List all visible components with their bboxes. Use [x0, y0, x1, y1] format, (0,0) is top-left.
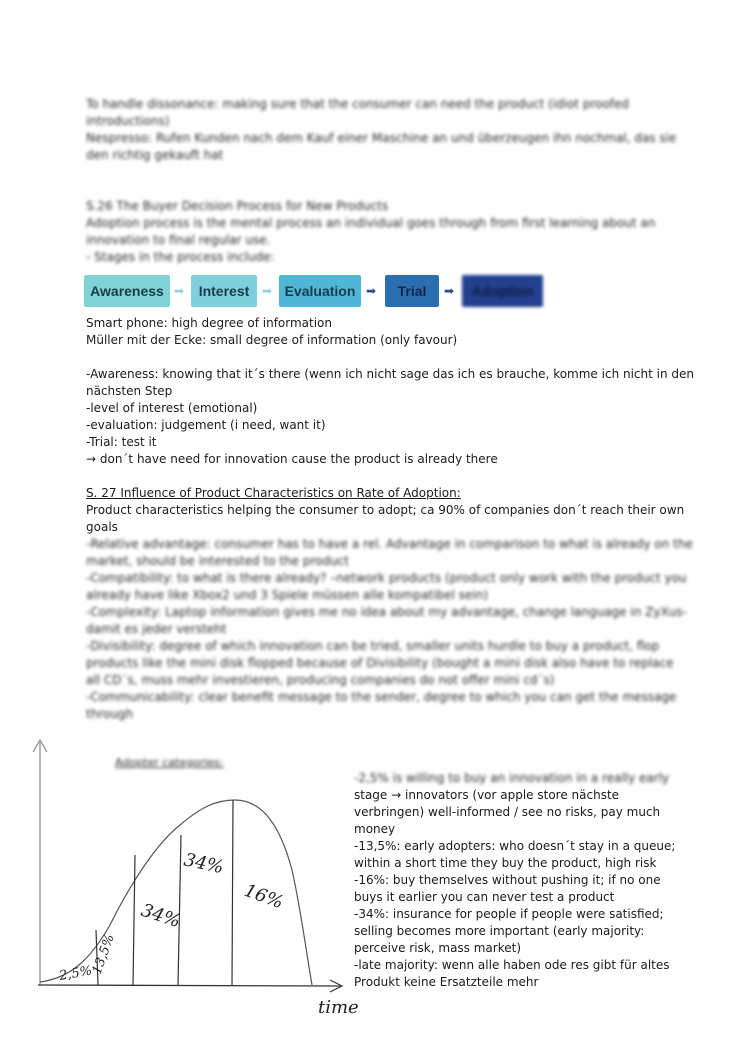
note-line: nächsten Step: [86, 384, 173, 398]
adopter-line: verbringen) well-informed / see no risks, pay much: [354, 805, 661, 819]
divider-line: [133, 855, 135, 985]
section27-bullet: -Complexity: Laptop information gives me no idea about my advantage, change language in ZyXus-: [86, 605, 687, 619]
section27-bullet: -Divisibility: degree of which innovation can be tried, smaller units hurdle to buy a product, flop: [86, 639, 660, 653]
section26-line-3: - Stages in the process include:: [86, 250, 275, 264]
section26-heading: S.26 The Buyer Decision Process for New Products: [86, 199, 389, 213]
section26-line-1: Adoption process is the mental process an individual goes through from first learning about an: [86, 216, 656, 230]
section27-bullet: -Relative advantage: consumer has to have a rel. Advantage in comparison to what is already on the: [86, 537, 693, 551]
stage-interest-label: Interest: [198, 283, 250, 299]
adopter-line: perceive risk, mass market): [354, 941, 522, 955]
intro-line-1: To handle dissonance: making sure that the consumer can need the product (idiot proofed: [86, 97, 630, 111]
stage-awareness-label: Awareness: [90, 283, 164, 299]
adopter-line: stage → innovators (vor apple store nächste: [354, 788, 620, 802]
section27-heading: S. 27 Influence of Product Characteristics on Rate of Adoption:: [86, 486, 461, 500]
label-laggards: 16%: [241, 879, 287, 914]
arrow-icon: ➡: [174, 284, 185, 298]
arrow-icon: ➡: [444, 284, 455, 298]
time-axis-label: time: [318, 997, 359, 1018]
note-line: → don´t have need for innovation cause the product is already there: [86, 452, 498, 466]
section27-bullet: through: [86, 707, 134, 721]
stage-evaluation-label: Evaluation: [284, 283, 356, 299]
note-line: Smart phone: high degree of information: [86, 316, 333, 330]
adopter-line: -late majority: wenn alle haben ode res gibt für altes: [354, 958, 670, 972]
divider-line: [232, 800, 233, 985]
adopter-line: -13,5%: early adopters: who doesn´t stay in a queue;: [354, 839, 676, 853]
adopter-line: Produkt keine Ersatzteile mehr: [354, 975, 539, 989]
note-line: -Awareness: knowing that it´s there (wenn ich nicht sage das ich es brauche, komme ich nicht in den: [86, 367, 695, 381]
adopter-line: -34%: insurance for people if people were satisfied;: [354, 907, 664, 921]
note-line: -level of interest (emotional): [86, 401, 258, 415]
x-axis-line: [38, 985, 340, 986]
section27-bullet: damit es jeder versteht: [86, 622, 227, 636]
adopter-line: within a short time they buy the product, high risk: [354, 856, 657, 870]
section27-line: goals: [86, 520, 118, 534]
arrow-icon: ➡: [366, 284, 377, 298]
label-innovators: 2,5%: [58, 963, 94, 984]
adopter-heading: Adopter categories:: [115, 756, 224, 769]
intro-line-4: den richtig gekauft hat: [86, 148, 224, 162]
adopter-line: -2,5% is willing to buy an innovation in a really early: [354, 771, 670, 785]
note-line: Müller mit der Ecke: small degree of information (only favour): [86, 333, 458, 347]
note-line: -evaluation: judgement (i need, want it): [86, 418, 326, 432]
label-late-majority: 34%: [181, 849, 226, 879]
label-early-adopters: 13,5%: [89, 932, 118, 977]
adopter-line: -16%: buy themselves without pushing it; if no one: [354, 873, 661, 887]
section27-bullet: -Communicability: clear benefit message to the sender, degree to which you can get the message: [86, 690, 677, 704]
label-early-majority: 34%: [138, 899, 184, 933]
section27-bullet: -Compatibility: to what is there already? –network products (product only work with the product you: [86, 571, 687, 585]
intro-line-3: Nespresso: Rufen Kunden nach dem Kauf einer Maschine an und überzeugen ihn nochmal, das sie: [86, 131, 677, 145]
section27-bullet: market, should be interested to the product: [86, 554, 349, 568]
section27-bullet: already have like Xbox2 und 3 Spiele müssen alle kompatibel sein): [86, 588, 488, 602]
note-line: -Trial: test it: [86, 435, 157, 449]
adopter-line: buys it earlier you can never test a product: [354, 890, 615, 904]
arrow-icon: ➡: [262, 284, 273, 298]
stage-adoption-label: Adoption: [471, 283, 534, 299]
stage-trial-label: Trial: [397, 283, 427, 299]
section27-bullet: products like the mini disk flopped because of Divisibility (bought a mini disk also have to replace: [86, 656, 674, 670]
section26-line-2: innovation to final regular use.: [86, 233, 271, 247]
section27-line: Product characteristics helping the consumer to adopt; ca 90% of companies don´t reach their own: [86, 503, 685, 517]
adopter-line: money: [354, 822, 396, 836]
section27-bullet: all CD´s, muss mehr investieren, producing companies do not offer mini cd´s): [86, 673, 555, 687]
intro-line-2: introductions): [86, 114, 170, 128]
adopter-line: selling becomes more important (early majority:: [354, 924, 645, 938]
